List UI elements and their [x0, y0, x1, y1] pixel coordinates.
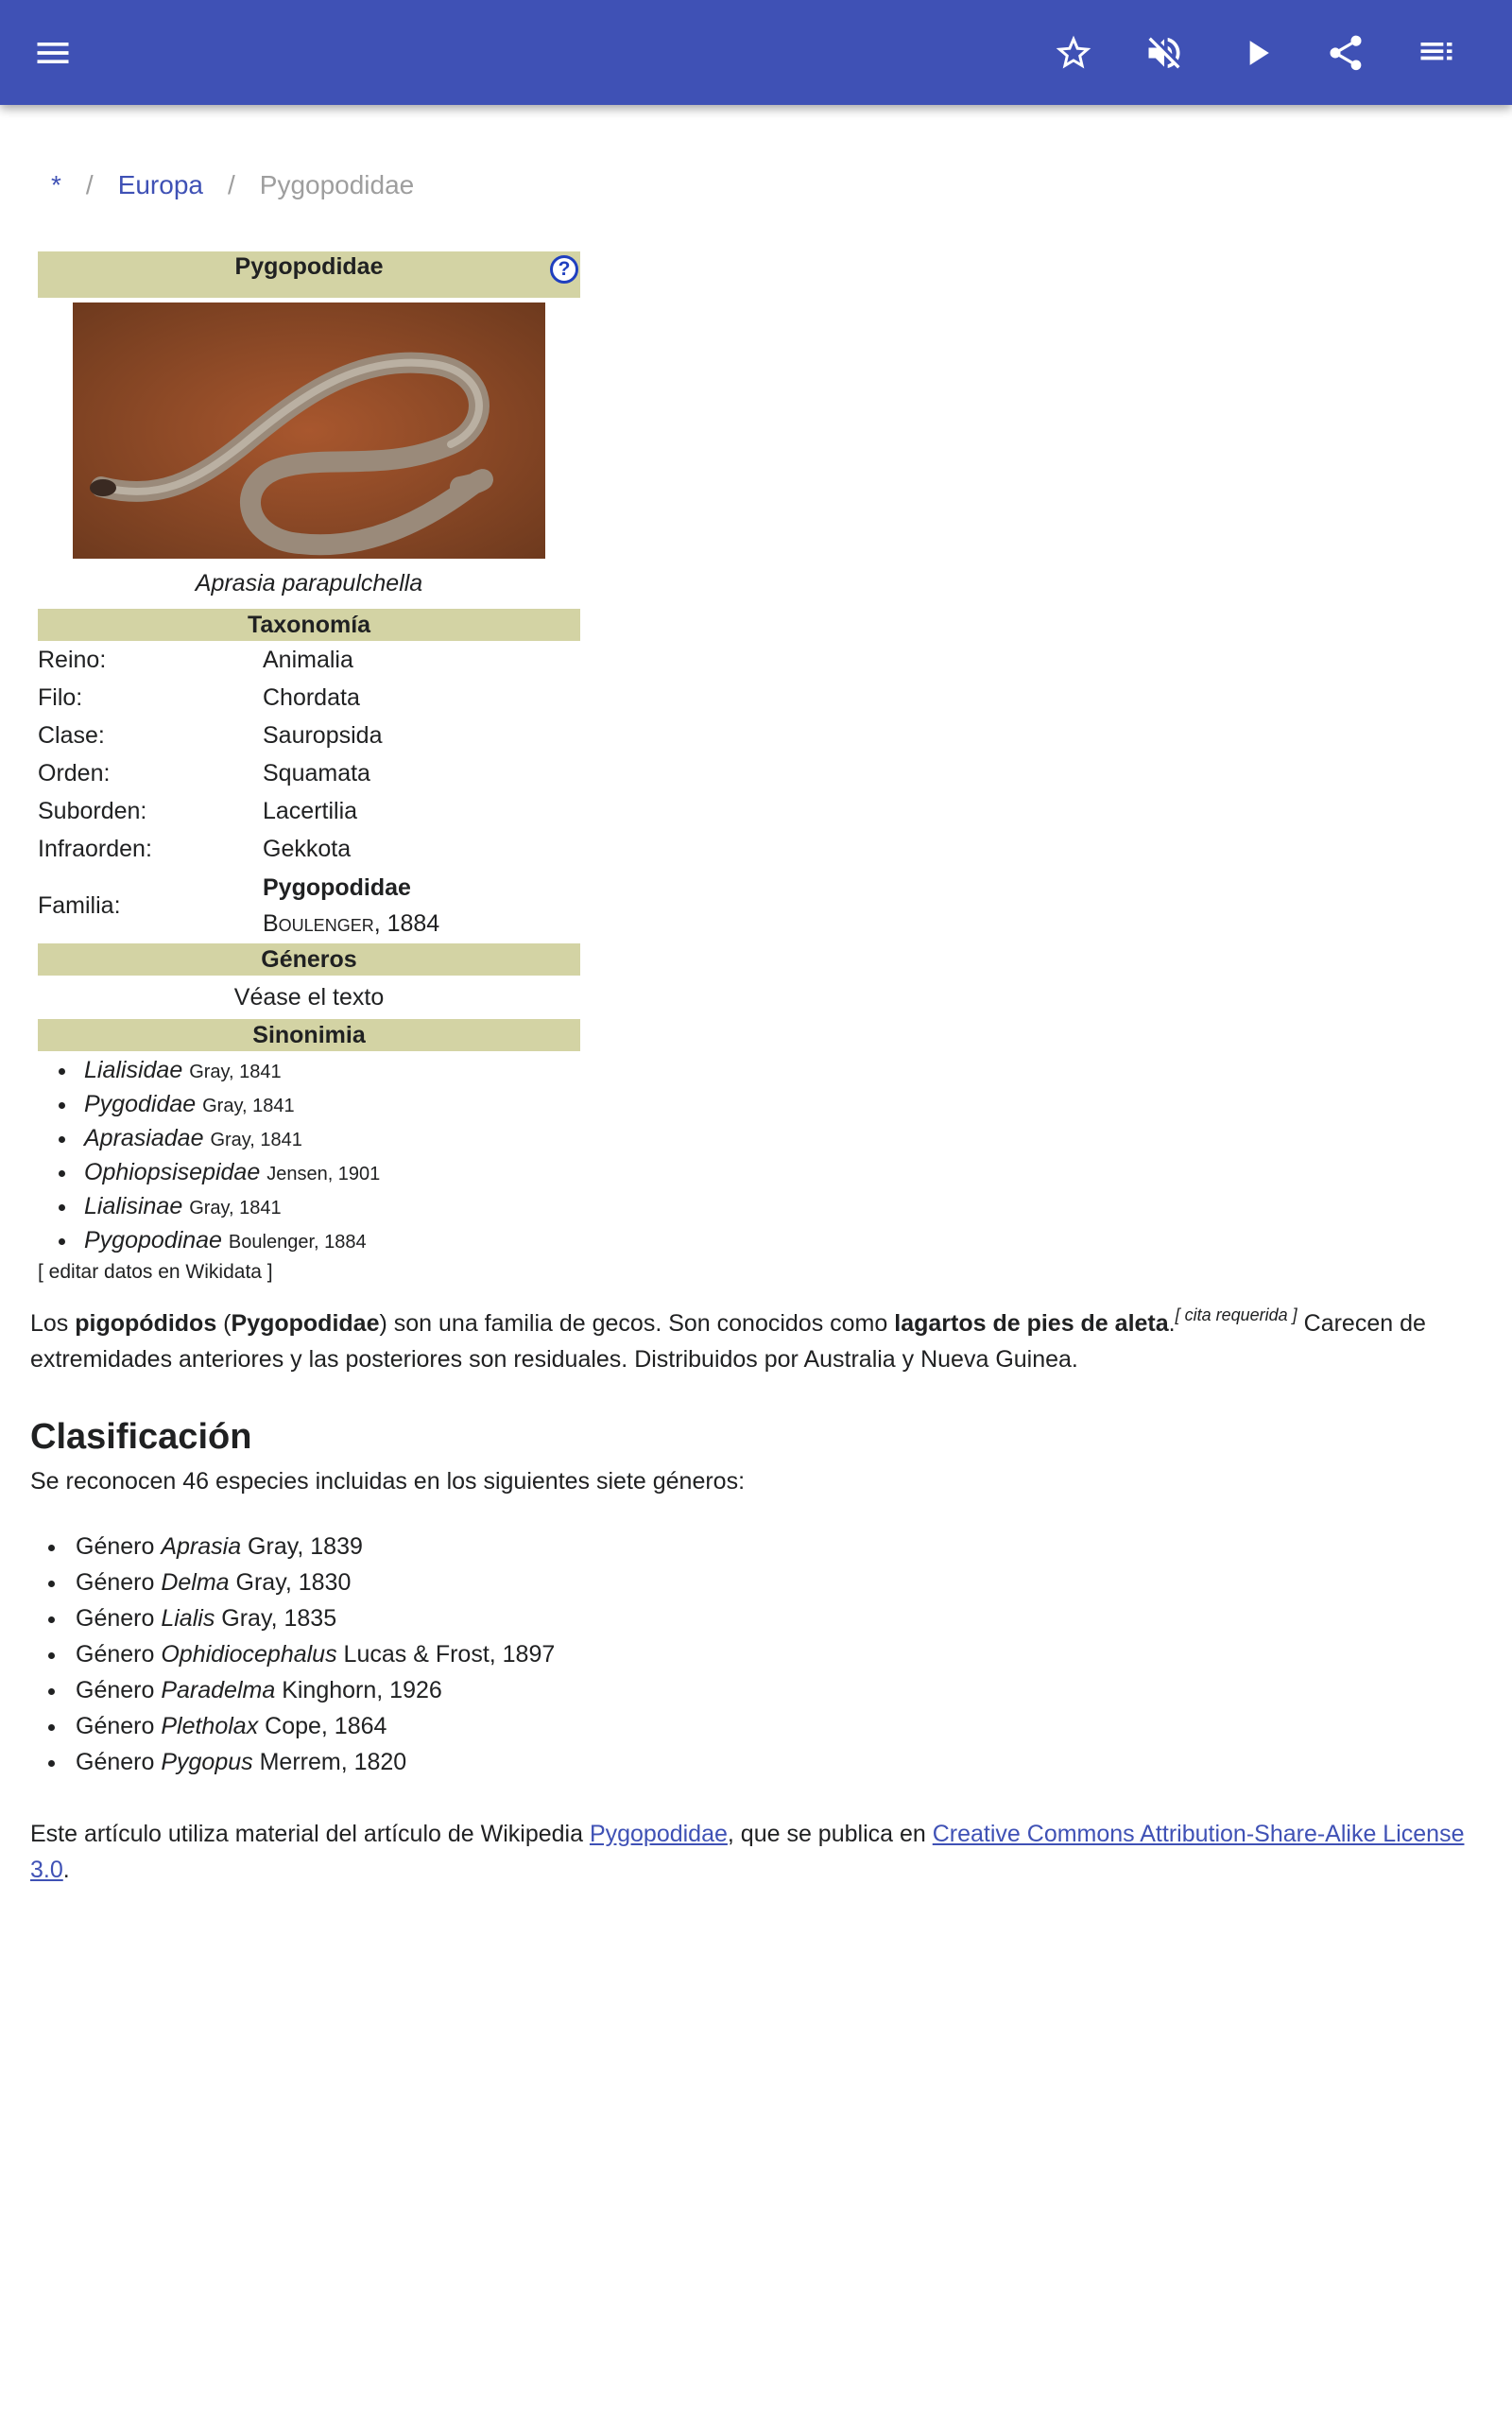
genus-item — [30, 1708, 555, 1744]
genera-heading: Géneros — [38, 943, 580, 976]
synonym-item — [55, 1155, 580, 1189]
genus-prefix: Género — [76, 1677, 162, 1703]
edit-wikidata-link[interactable]: [ editar datos en Wikidata ] — [38, 1261, 273, 1283]
genus-author: Kinghorn, 1926 — [275, 1677, 442, 1703]
genus-author: Gray, 1835 — [215, 1605, 337, 1632]
license-paragraph — [30, 1816, 1486, 1888]
genus-name: Pletholax — [161, 1713, 259, 1739]
taxonomy-value: Sauropsida — [263, 722, 383, 749]
synonym-name: Ophiopsisepidae — [84, 1159, 261, 1185]
genus-author: Merrem, 1820 — [252, 1749, 407, 1775]
taxonomy-value: Lacertilia — [263, 798, 358, 824]
synonym-item — [55, 1189, 580, 1223]
play-icon[interactable] — [1232, 28, 1281, 78]
breadcrumb-home[interactable]: * — [51, 170, 61, 199]
section-lead: Se reconocen 46 especies incluidas en los siguientes siete géneros: — [30, 1468, 746, 1495]
taxobox-title-band — [38, 251, 580, 298]
taxonomy-label: Familia: — [38, 892, 121, 919]
text: Carecen de extremidades anteriores y las posteriores son residuales. Distribuidos por Australia y Nueva Guinea. — [30, 1310, 1426, 1373]
genus-prefix: Género — [76, 1641, 162, 1668]
section-heading: Clasificación — [30, 1417, 252, 1457]
synonym-name: Lialisinae — [84, 1193, 183, 1219]
synonym-name: Pygopodinae — [84, 1227, 222, 1253]
taxonomy-row-familia — [38, 868, 580, 943]
genus-item — [30, 1564, 555, 1600]
volume-off-icon[interactable] — [1140, 28, 1189, 78]
synonym-list — [38, 1053, 580, 1257]
synonym-item — [55, 1087, 580, 1121]
taxonomy-label: Orden: — [38, 760, 111, 786]
wikipedia-article-link[interactable]: Pygopodidae — [589, 1821, 728, 1847]
text: . — [1168, 1310, 1176, 1337]
star-icon[interactable] — [1049, 28, 1098, 78]
breadcrumb-current: Pygopodidae — [259, 170, 415, 199]
genus-name: Pygopus — [161, 1749, 253, 1775]
genus-name: Paradelma — [161, 1677, 276, 1703]
text: , que se publica en — [727, 1821, 933, 1847]
photo-caption: Aprasia parapulchella — [195, 570, 423, 596]
text: ( — [216, 1310, 232, 1337]
text: Los — [30, 1310, 76, 1337]
breadcrumb-separator: / — [85, 170, 94, 199]
synonym-author: Gray, 1841 — [189, 1198, 282, 1219]
taxonomy-row — [38, 792, 580, 830]
genus-author: Lucas & Frost, 1897 — [336, 1641, 556, 1668]
taxonomy-value: Squamata — [263, 760, 370, 786]
license-link[interactable]: Creative Commons Attribution-Share-Alike License 3.0 — [30, 1821, 1465, 1883]
synonym-author: Jensen, 1901 — [266, 1164, 381, 1184]
genera-text: Véase el texto — [233, 984, 385, 1011]
taxonomy-row — [38, 754, 580, 792]
taxonomy-label: Clase: — [38, 722, 105, 749]
synonym-author: Boulenger, 1884 — [228, 1232, 367, 1253]
taxonomy-label: Infraorden: — [38, 836, 152, 862]
genus-prefix: Género — [76, 1749, 162, 1775]
taxonomy-row — [38, 717, 580, 754]
breadcrumb-separator: / — [227, 170, 235, 199]
synonym-name: Lialisidae — [84, 1057, 183, 1083]
taxonomy-value: Gekkota — [263, 836, 352, 862]
genus-item — [30, 1529, 555, 1564]
synonym-name: Pygodidae — [84, 1091, 197, 1117]
synonym-item — [55, 1223, 580, 1257]
genus-item — [30, 1636, 555, 1672]
taxonomy-label: Reino: — [38, 647, 107, 673]
genus-name: Delma — [161, 1569, 230, 1596]
bold-term: Pygopodidae — [231, 1310, 380, 1337]
bold-term: pigopódidos — [75, 1310, 217, 1337]
top-app-bar — [0, 0, 1512, 105]
synonym-item — [55, 1121, 580, 1155]
genus-prefix: Género — [76, 1569, 162, 1596]
menu-icon[interactable] — [28, 28, 77, 78]
taxonomy-value: Animalia — [263, 647, 353, 673]
synonym-author: Gray, 1841 — [202, 1096, 295, 1116]
text: . — [62, 1857, 70, 1883]
family-author: Boulenger — [263, 910, 374, 937]
family-name: Pygopodidae — [263, 874, 411, 901]
text: Este artículo utiliza material del artículo de Wikipedia — [30, 1821, 590, 1847]
breadcrumb-europa[interactable]: Europa — [117, 170, 203, 199]
help-icon[interactable]: ? — [550, 255, 578, 284]
taxonomy-heading: Taxonomía — [38, 609, 580, 641]
genus-prefix: Género — [76, 1533, 162, 1560]
synonym-author: Gray, 1841 — [189, 1062, 282, 1082]
text: ) son una familia de gecos. Son conocidos como — [379, 1310, 895, 1337]
taxonomy-row — [38, 641, 580, 679]
bold-term: lagartos de pies de aleta — [894, 1310, 1169, 1337]
taxonomy-label: Filo: — [38, 684, 83, 711]
taxonomy-row — [38, 679, 580, 717]
taxobox-title: Pygopodidae — [234, 253, 384, 280]
taxonomy-label: Suborden: — [38, 798, 147, 824]
playlist-icon[interactable] — [1412, 28, 1461, 78]
taxobox — [38, 251, 580, 1284]
taxonomy-row — [38, 830, 580, 868]
share-icon[interactable] — [1321, 28, 1370, 78]
genus-name: Lialis — [161, 1605, 215, 1632]
taxonomy-value: Chordata — [263, 684, 360, 711]
genus-item — [30, 1672, 555, 1708]
breadcrumb — [51, 170, 414, 200]
genus-author: Gray, 1830 — [229, 1569, 352, 1596]
genus-author: Gray, 1839 — [241, 1533, 363, 1560]
family-year: , 1884 — [373, 910, 440, 937]
synonym-author: Gray, 1841 — [210, 1130, 302, 1150]
species-photo[interactable] — [73, 302, 545, 559]
synonym-name: Aprasiadae — [84, 1125, 204, 1151]
genus-author: Cope, 1864 — [258, 1713, 387, 1739]
genus-prefix: Género — [76, 1713, 162, 1739]
genera-list — [30, 1529, 555, 1780]
citation-needed[interactable]: [ cita requerida ] — [1175, 1305, 1297, 1324]
genus-name: Ophidiocephalus — [161, 1641, 337, 1668]
genus-name: Aprasia — [161, 1533, 242, 1560]
genus-item — [30, 1600, 555, 1636]
genus-item — [30, 1744, 555, 1780]
synonym-item — [55, 1053, 580, 1087]
intro-paragraph — [30, 1305, 1486, 1377]
genus-prefix: Género — [76, 1605, 162, 1632]
synonymy-heading: Sinonimia — [38, 1019, 580, 1051]
